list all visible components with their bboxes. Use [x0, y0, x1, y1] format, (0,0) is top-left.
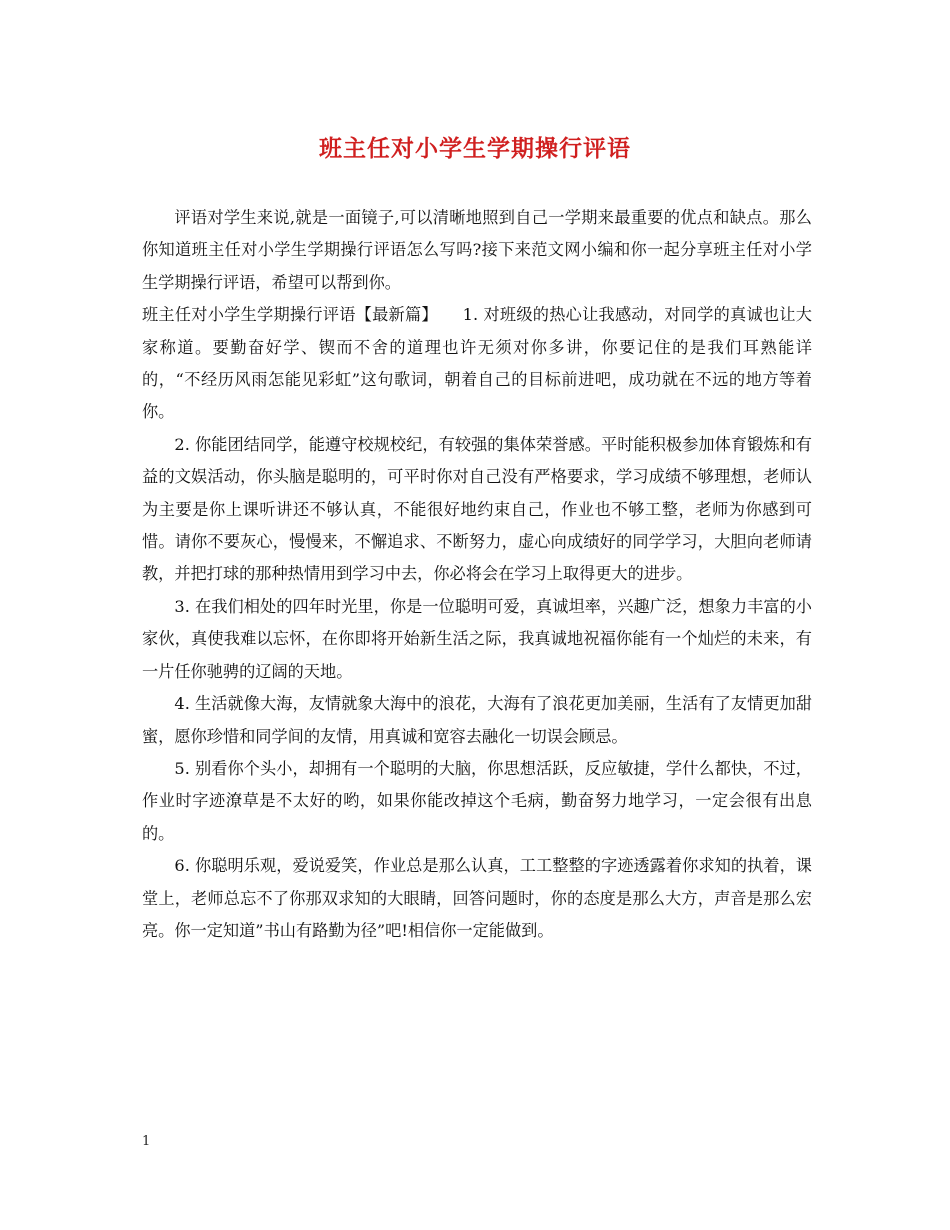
- paragraph-comment-2: 2. 你能团结同学，能遵守校规校纪，有较强的集体荣誉感。平时能积极参加体育锻炼和有益的文娱活动，你头脑是聪明的，可平时你对自己没有严格要求，学习成绩不够理想，老师认为主要是你上课听讲还不够认真，不能很好地约束自己，作业也不够工整，老师为你感到可惜。请你不要灰心，慢慢来，不懈追求、不断努力，虚心向成绩好的同学学习，大胆向老师请教，并把打球的那种热情用到学习中去，你必将会在学习上取得更大的进步。: [142, 434, 812, 584]
- page-number: 1: [142, 1134, 151, 1149]
- paragraph-comment-3: 3. 在我们相处的四年时光里，你是一位聪明可爱，真诚坦率，兴趣广泛，想象力丰富的小家伙，真使我难以忘怀，在你即将开始新生活之际，我真诚地祝福你能有一个灿烂的未来，有一片任你驰骋的辽阔的天地。: [142, 596, 812, 681]
- paragraph-comment-6: 6. 你聪明乐观，爱说爱笑，作业总是那么认真，工工整整的字迹透露着你求知的执着，课堂上，老师总忘不了你那双求知的大眼睛，回答问题时，你的态度是那么大方，声音是那么宏亮。你一定知道”书山有路勤为径”吧!相信你一定能做到。: [142, 856, 812, 940]
- document-title: 班主任对小学生学期操行评语: [319, 135, 631, 162]
- paragraph-comment-5: 5. 别看你个头小，却拥有一个聪明的大脑，你思想活跃，反应敏捷，学什么都快，不过，作业时字迹潦草是不太好的哟，如果你能改掉这个毛病，勤奋努力地学习，一定会很有出息的。: [142, 758, 812, 843]
- document-body: [142, 202, 812, 947]
- paragraph-intro: 评语对学生来说,就是一面镜子,可以清晰地照到自己一学期来最重要的优点和缺点。那么你知道班主任对小学生学期操行评语怎么写吗?接下来范文网小编和你一起分享班主任对小学生学期操行评语，希望可以帮到你。: [142, 208, 812, 292]
- paragraph-comment-1: 班主任对小学生学期操行评语【最新篇】 1. 对班级的热心让我感动，对同学的真诚也让大家称道。要勤奋好学、锲而不舍的道理也许无须对你多讲，你要记住的是我们耳熟能详的，“不经历风雨怎能见彩虹”这句歌词，朝着自己的目标前进吧，成功就在不远的地方等着你。: [142, 305, 812, 422]
- paragraph-comment-4: 4. 生活就像大海，友情就象大海中的浪花，大海有了浪花更加美丽，生活有了友情更加甜蜜，愿你珍惜和同学间的友情，用真诚和宽容去融化一切误会顾忌。: [142, 694, 812, 746]
